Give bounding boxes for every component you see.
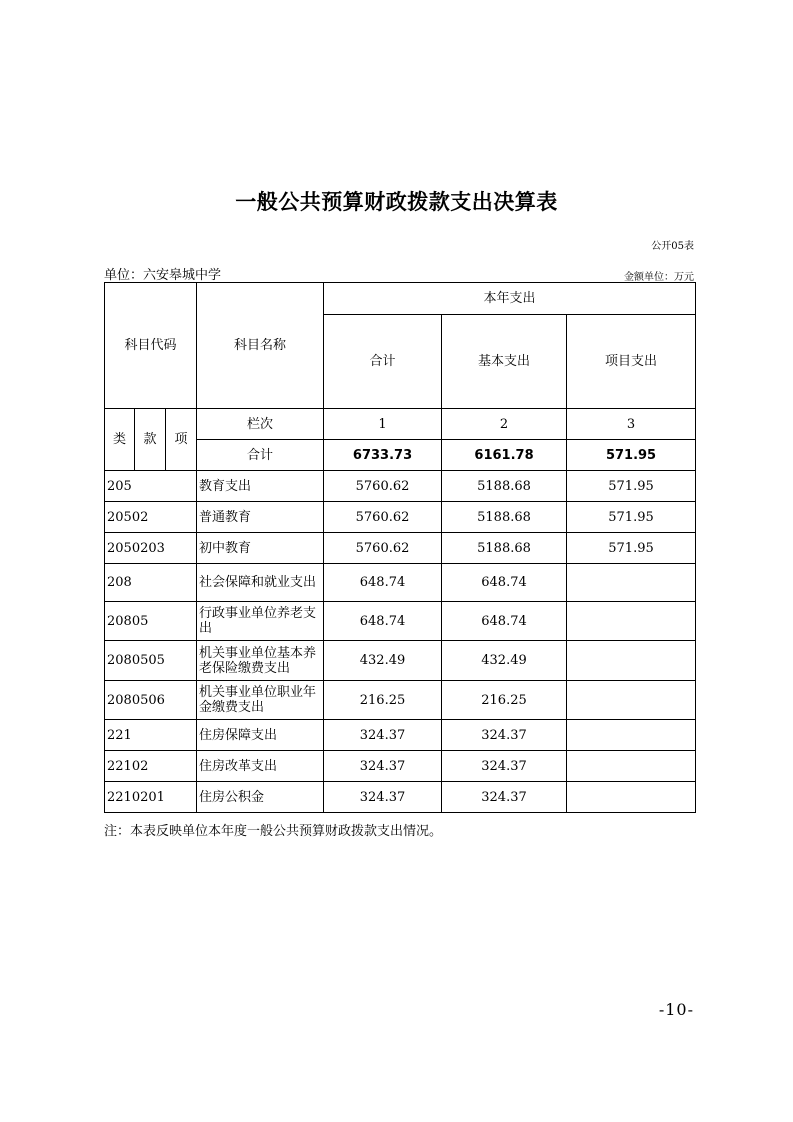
- row-code: 22102: [105, 751, 197, 782]
- header-col2: 2: [442, 409, 567, 440]
- table-row: [105, 681, 696, 720]
- header-kuan: 款: [135, 409, 166, 471]
- row-basic: 432.49: [442, 641, 567, 681]
- row-total: 648.74: [324, 564, 442, 602]
- row-basic: 648.74: [442, 564, 567, 602]
- form-number: 公开05表: [651, 241, 694, 252]
- amount-unit-label: 金额单位：万元: [624, 272, 694, 283]
- row-name: 住房保障支出: [197, 720, 324, 751]
- row-project: 571.95: [567, 471, 696, 502]
- row-project: [567, 782, 696, 813]
- header-xiang: 项: [166, 409, 197, 471]
- unit-label: 单位：六安皋城中学: [104, 268, 222, 283]
- row-basic: 5188.68: [442, 533, 567, 564]
- header-col1: 1: [324, 409, 442, 440]
- header-name: 科目名称: [197, 283, 324, 409]
- table-row: [105, 471, 696, 502]
- total-project: 571.95: [567, 440, 696, 471]
- row-name: 初中教育: [197, 533, 324, 564]
- row-name: 机关事业单位职业年金缴费支出: [197, 681, 324, 720]
- row-project: 571.95: [567, 502, 696, 533]
- total-basic: 6161.78: [442, 440, 567, 471]
- row-name: 教育支出: [197, 471, 324, 502]
- table-row: [105, 782, 696, 813]
- row-name: 社会保障和就业支出: [197, 564, 324, 602]
- row-code: 221: [105, 720, 197, 751]
- page-title: 一般公共预算财政拨款支出决算表: [235, 190, 558, 214]
- table-note: 注：本表反映单位本年度一般公共预算财政拨款支出情况。: [104, 824, 443, 839]
- row-basic: 648.74: [442, 602, 567, 641]
- row-total: 5760.62: [324, 502, 442, 533]
- row-project: [567, 641, 696, 681]
- table-row: [105, 533, 696, 564]
- row-total: 216.25: [324, 681, 442, 720]
- header-lei: 类: [105, 409, 135, 471]
- row-total: 324.37: [324, 720, 442, 751]
- header-code: 科目代码: [105, 283, 197, 409]
- row-basic: 5188.68: [442, 502, 567, 533]
- row-name: 机关事业单位基本养老保险缴费支出: [197, 641, 324, 681]
- row-basic: 5188.68: [442, 471, 567, 502]
- row-code: 20502: [105, 502, 197, 533]
- row-project: [567, 681, 696, 720]
- row-total: 324.37: [324, 751, 442, 782]
- expenditure-table: [104, 282, 696, 813]
- row-project: [567, 720, 696, 751]
- page-number: -10-: [658, 1000, 694, 1019]
- header-current-year: 本年支出: [324, 283, 696, 315]
- row-total: 5760.62: [324, 471, 442, 502]
- header-col3: 3: [567, 409, 696, 440]
- row-basic: 324.37: [442, 751, 567, 782]
- table-row: [105, 502, 696, 533]
- row-code: 20805: [105, 602, 197, 641]
- table-row: [105, 751, 696, 782]
- row-code: 2050203: [105, 533, 197, 564]
- header-total: 合计: [324, 315, 442, 409]
- row-code: 2210201: [105, 782, 197, 813]
- row-project: [567, 602, 696, 641]
- table-row: [105, 720, 696, 751]
- table-row: [105, 641, 696, 681]
- row-basic: 324.37: [442, 782, 567, 813]
- row-total: 648.74: [324, 602, 442, 641]
- header-column-no: 栏次: [197, 409, 324, 440]
- header-project: 项目支出: [567, 315, 696, 409]
- row-project: [567, 564, 696, 602]
- table-row: [105, 602, 696, 641]
- row-total: 324.37: [324, 782, 442, 813]
- table-body: [105, 283, 696, 813]
- row-code: 2080506: [105, 681, 197, 720]
- row-project: [567, 751, 696, 782]
- row-name: 行政事业单位养老支出: [197, 602, 324, 641]
- row-project: 571.95: [567, 533, 696, 564]
- row-basic: 324.37: [442, 720, 567, 751]
- header-basic: 基本支出: [442, 315, 567, 409]
- total-label: 合计: [197, 440, 324, 471]
- row-total: 5760.62: [324, 533, 442, 564]
- row-code: 205: [105, 471, 197, 502]
- total-sum: 6733.73: [324, 440, 442, 471]
- row-name: 普通教育: [197, 502, 324, 533]
- row-basic: 216.25: [442, 681, 567, 720]
- row-name: 住房公积金: [197, 782, 324, 813]
- row-code: 208: [105, 564, 197, 602]
- row-total: 432.49: [324, 641, 442, 681]
- row-name: 住房改革支出: [197, 751, 324, 782]
- table-row: [105, 564, 696, 602]
- row-code: 2080505: [105, 641, 197, 681]
